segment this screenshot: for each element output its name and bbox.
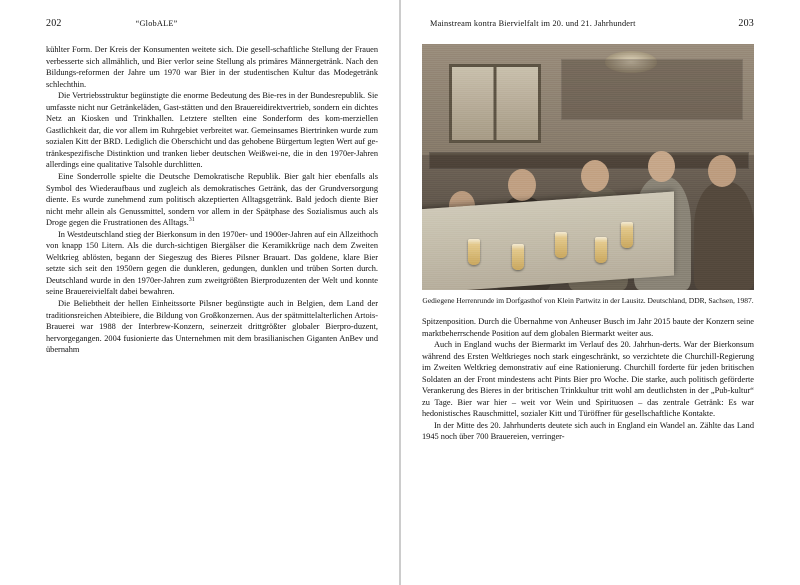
page-left-folio: 202 xyxy=(46,18,62,29)
page-left-running-head: “GlobALE” xyxy=(135,19,178,28)
page-right-header xyxy=(422,18,754,30)
page-right-folio: 203 xyxy=(738,18,754,29)
page-right xyxy=(400,0,800,585)
paragraph: kühlter Form. Der Kreis der Konsumenten weitete sich. Die gesell-schaftliche Stellung der Frauen verbesserte sich allmählich, und Bier verlor seine Stellung als primäres Männergetränk. Nach den Bildungs-reformen der Jahre um 1970 war Bier in der studentischen Kultur das Modegetränk schlechthin. xyxy=(46,45,378,89)
page-left-header xyxy=(46,18,378,30)
paragraph-with-footnote xyxy=(46,171,378,229)
page-right-body xyxy=(422,316,754,443)
page-right-running-head: Mainstream kontra Biervielfalt im 20. und 21. Jahrhundert xyxy=(430,19,636,28)
paragraph: In der Mitte des 20. Jahrhunderts deutete sich auch in England ein Wandel an. Zählte das Land 1945 noch über 700 Brauereien, verringer- xyxy=(422,420,754,442)
paragraph-with-footnote xyxy=(422,339,754,420)
page-left-body xyxy=(46,44,378,356)
paragraph-text: Auch in England wuchs der Biermarkt im Verlauf des 20. Jahrhun-derts. War der Bierkonsum während des Ersten Weltkrieges noch stark eingeschränkt, so verzichtete die Churchill-Regierung im Zweiten Weltkrieg demonstrativ auf eine Rationierung. Churchill forderte für jeden britischen Soldaten an der Front mindestens acht Pints Bier pro Woche. Die starke, auch politisch geförderte Verankerung des Bieres in der britischen Trinkkultur tritt wohl am deutlichsten in der „Pub-kultur“ zu Tage. Bier war hier – weit vor Wein und Spirituosen – das zentrale Getränk: Es war hedonistisches Rauschmittel, sozialer Kitt und Türöffner für gesellschaftliche Kontakte. xyxy=(422,340,754,419)
paragraph: Die Beliebtheit der hellen Einheitssorte Pilsner begünstigte auch in Belgien, dem Land der traditionsreichen Abteibiere, die Bildung von Großkonzernen. Aus der spätmittelalterlichen Artois-Brauerei war 1988 der Interbrew-Konzern, seinerzeit drittgrößter globaler Bierpro-duzent, hervorgegangen. 2004 fusionierte das Unternehmen mit dem brasilianischen Giganten AnBev und übernahm xyxy=(46,299,378,355)
paragraph: Spitzenposition. Durch die Übernahme von Anheuser Busch im Jahr 2015 baute der Konzern seine marktbeherrschende Position auf dem globalen Biermarkt weiter aus. xyxy=(422,317,754,338)
paragraph: Die Vertriebsstruktur begünstigte die enorme Bedeutung des Bie-res in der Bundesrepublik. Sie umfasste nicht nur Getränkeläden, Gast-stätten und den Brauereidirektvertrieb, sondern ein dichtes Netz an Kiosken und Trinkhallen. Letztere stellten eine Sonderform des kom-merziellen Gastlichkeit dar, die vor allem im Ruhrgebiet verbreitet war. Gemeinsames Biertrinken wurde zum sozialen Kitt der BRD. Lediglich die Oberschicht und das gehobene Bürgertum legten Wert auf ge-tränkespezifische Distinktion und tranken lieber deutschen Weißwei-ne, die in den 1970er-Jahren allerdings eine qualitative Talsohle durchlitten. xyxy=(46,91,378,170)
photo-pub-interior xyxy=(422,44,754,290)
paragraph: In Westdeutschland stieg der Bierkonsum in den 1970er- und 1900er-Jahren auf ein Allzeithoch von knapp 150 Litern. Als die durch-sichtigen Biergälser die Keramikkrüge nach dem Zweiten Weltkrieg ablösten, begann der Siegeszug des Bieres Pilsner Brauart. Das goldene, klare Bier setzte sich seit den 1950ern gegen die dunkleren, gedungen, dunklen und trüben Sorten durch. Deutschland wurde in den 1970er-Jahren zum zweitgrößten Bierproduzenten der Welt und konnte seine Brauereivielfalt dabei bewahren. xyxy=(46,229,378,297)
footnote-marker: 31 xyxy=(188,217,195,224)
figure-caption: Gediegene Herrenrunde im Dorfgasthof von Klein Partwitz in der Lausitz. Deutschland, DDR, Sachsen, 1987. xyxy=(422,296,754,305)
paragraph-text: Eine Sonderrolle spielte die Deutsche Demokratische Republik. Bier galt hier ebenfalls als Symbol des Wiederaufbaus und zugleich als demokratisches Getränk, das der Grundversorgung diente. Es wurde zunehmend zum politisch akzeptierten Alltagsgetränk. Bald jedoch diente Bier nicht mehr allein als Genussmittel, sondern vor allem in der Spätphase des Sozialismus auch als Droge gegen die Frustrationen des Alltags. xyxy=(46,172,378,228)
photo-grain-overlay xyxy=(422,44,754,290)
figure xyxy=(422,44,754,306)
